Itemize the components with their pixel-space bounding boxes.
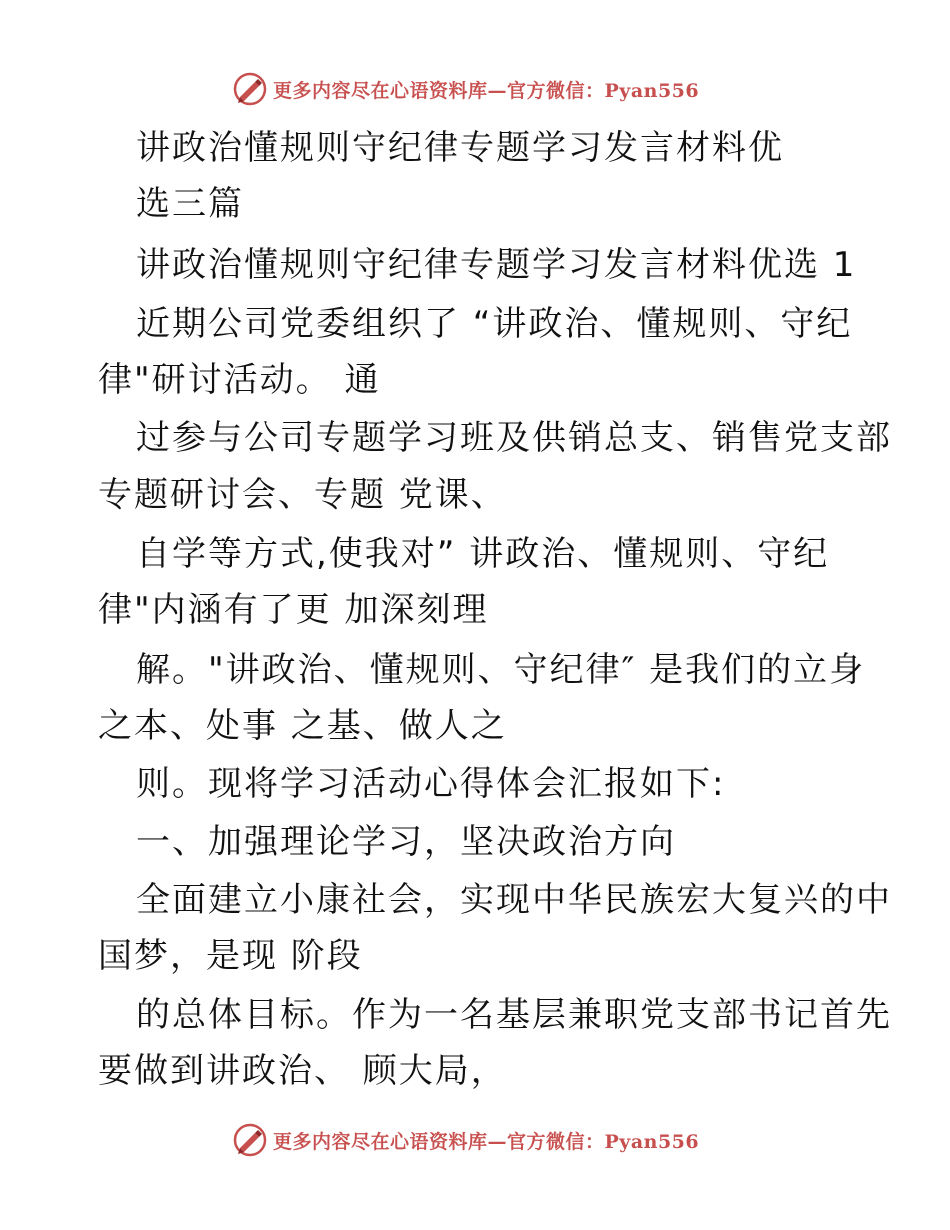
paragraph-line: 过参与公司专题学习班及供销总支、销售党支部 [136,418,892,458]
paragraph-line: 国梦，是现 阶段 [98,936,363,976]
paragraph-line: 律"研讨活动。 通 [98,360,381,400]
paragraph-line: 则。现将学习活动心得体会汇报如下: [136,764,726,804]
paragraph-line: 的总体目标。作为一名基层兼职党支部书记首先 [136,995,892,1035]
paragraph-line: 律"内涵有了更 加深刻理 [98,590,489,630]
title-line-2: 选三篇 [136,184,244,224]
section-heading: 一、加强理论学习，坚决政治方向 [136,822,676,862]
footer-watermark [233,1123,699,1157]
pen-logo-icon [233,1123,267,1157]
paragraph-line: 要做到讲政治、 顾大局， [98,1051,507,1091]
paragraph-line: 全面建立小康社会，实现中华民族宏大复兴的中 [136,880,892,920]
subtitle-line: 讲政治懂规则守纪律专题学习发言材料优选 1 [136,245,857,285]
header-watermark-text: 更多内容尽在心语资料库—官方微信：Pyan556 [273,79,700,102]
title-line-1: 讲政治懂规则守纪律专题学习发言材料优 [136,128,784,168]
footer-watermark-text: 更多内容尽在心语资料库—官方微信：Pyan556 [273,1130,700,1153]
paragraph-line: 之本、处事 之基、做人之 [98,706,507,746]
paragraph-line: 解。"讲政治、懂规则、守纪律″ 是我们的立身 [136,650,866,690]
paragraph-line: 专题研讨会、专题 党课、 [98,475,507,515]
paragraph-line: 自学等方式,使我对” 讲政治、懂规则、守纪 [136,534,830,574]
paragraph-line: 近期公司党委组织了 “讲政治、懂规则、守纪 [136,304,853,344]
